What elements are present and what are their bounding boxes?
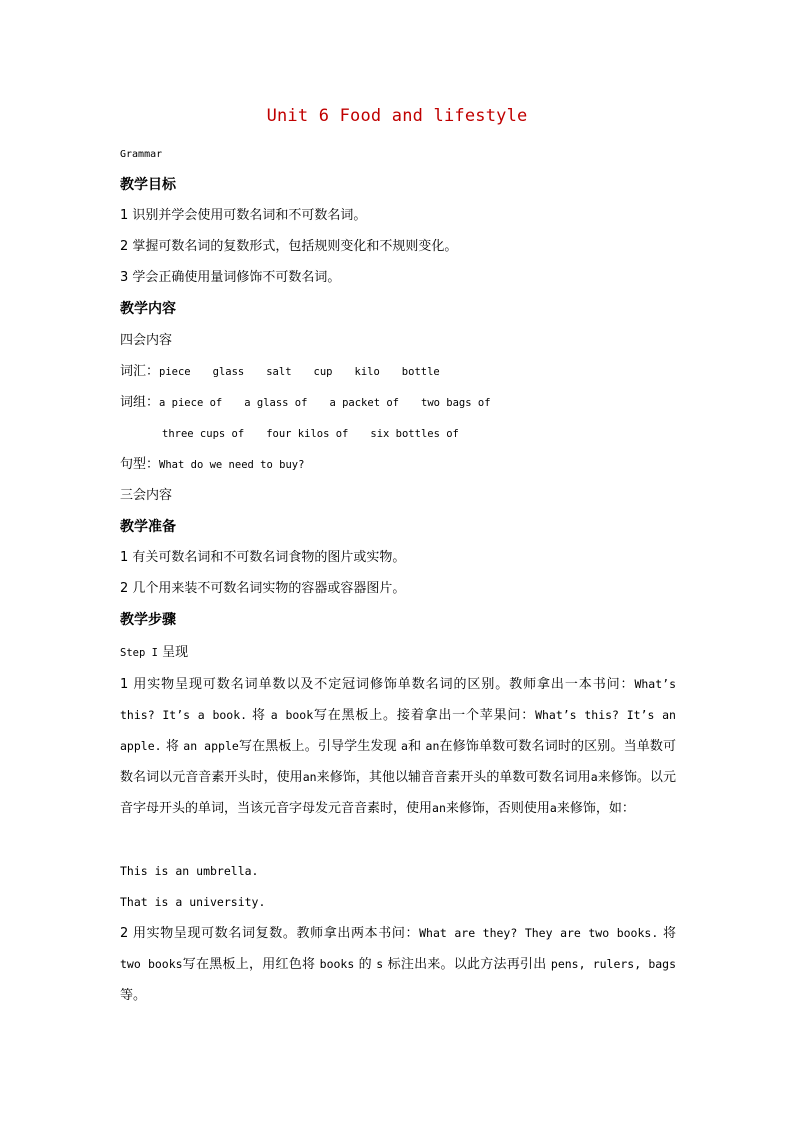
three-skills-label: 三会内容	[120, 488, 173, 503]
para-text: 和	[407, 739, 426, 754]
preparation-heading: 教学准备	[120, 519, 176, 535]
preparation-item: 2 几个用来装不可数名词实物的容器或容器图片。	[120, 581, 406, 596]
para-text: 写在黑板上，用红色将	[182, 957, 320, 972]
para-text: 来修饰。以元音字母开头的单词，当该元音字母发元音音素时，使用	[120, 770, 676, 816]
para-english: What are they? They are two books.	[419, 926, 659, 940]
para-english: a	[549, 801, 557, 815]
para-text: 标注出来。以此方法再引出	[383, 957, 551, 972]
para-text: 来修饰，其他以辅音音素开头的单数可数名词用	[316, 770, 591, 785]
example-sentence: That is a university.	[120, 895, 266, 909]
para-english: an	[432, 801, 446, 815]
phrase-label: 词组：	[120, 395, 160, 410]
preparation-item: 1 有关可数名词和不可数名词食物的图片或实物。	[120, 550, 406, 565]
objective-item: 3 学会正确使用量词修饰不可数名词。	[120, 270, 341, 285]
objective-item: 2 掌握可数名词的复数形式，包括规则变化和不规则变化。	[120, 239, 458, 254]
para-english: two books	[120, 957, 183, 971]
para-text: 将	[658, 926, 677, 941]
steps-heading: 教学步骤	[120, 612, 176, 628]
para-english: What’s this? It’s an apple.	[120, 708, 676, 753]
para-text: 2 用实物呈现可数名词复数。教师拿出两本书问：	[120, 926, 420, 941]
para-text: 在修饰单数可数名词时的区别。当单数可数名词以元音音素开头时，使用	[120, 739, 677, 785]
vocab-label: 词汇：	[120, 364, 160, 379]
phrase: six bottles of	[370, 428, 459, 440]
phrase-line	[120, 395, 491, 411]
step1-title: 呈现	[162, 645, 189, 660]
para-text: 写在黑板上。接着拿出一个苹果问：	[313, 708, 536, 723]
example-sentence: This is an umbrella.	[120, 864, 259, 878]
phrase: a packet of	[329, 397, 399, 409]
phrase: a glass of	[244, 397, 308, 409]
para-text: 的	[354, 957, 377, 972]
sentence-line	[120, 457, 304, 473]
section-label: Grammar	[120, 149, 163, 160]
step1-heading	[120, 645, 188, 661]
vocab-word: piece	[159, 366, 191, 378]
step1-paragraph-1	[120, 669, 676, 824]
objectives-heading: 教学目标	[120, 177, 176, 193]
para-english: books	[319, 957, 355, 971]
step1-paragraph-2	[120, 918, 676, 1011]
para-english: a book	[270, 708, 314, 722]
phrase: two bags of	[421, 397, 491, 409]
para-english: s	[376, 957, 384, 971]
objective-item: 1 识别并学会使用可数名词和不可数名词。	[120, 208, 367, 223]
document-title: Unit 6 Food and lifestyle	[266, 106, 528, 126]
para-text: 将	[161, 739, 184, 754]
phrase: four kilos of	[266, 428, 349, 440]
para-english: a	[401, 739, 408, 753]
para-english: What’s this? It’s a book.	[120, 677, 676, 722]
para-text: 来修饰，否则使用	[445, 801, 550, 816]
para-text: 等。	[120, 988, 147, 1003]
phrase-line-2	[162, 426, 459, 442]
vocab-line	[120, 364, 440, 380]
para-english: an	[302, 770, 317, 784]
phrase: a piece of	[159, 397, 223, 409]
para-english: a	[590, 770, 598, 784]
para-english: an apple	[183, 739, 239, 753]
vocab-word: salt	[266, 366, 292, 378]
four-skills-label: 四会内容	[120, 333, 173, 348]
para-english: an	[425, 739, 440, 753]
para-text: 将	[247, 708, 271, 723]
sentence-label: 句型：	[120, 457, 160, 472]
content-heading: 教学内容	[120, 301, 176, 317]
vocab-word: cup	[313, 366, 333, 378]
vocab-word: kilo	[354, 366, 380, 378]
para-text: 写在黑板上。引导学生发现	[238, 739, 401, 754]
vocab-word: glass	[212, 366, 245, 378]
sentence-pattern: What do we need to buy?	[159, 459, 305, 471]
para-english: pens, rulers, bags	[550, 957, 677, 971]
para-text: 1 用实物呈现可数名词单数以及不定冠词修饰单数名词的区别。教师拿出一本书问：	[120, 677, 635, 692]
vocab-word: bottle	[401, 366, 440, 378]
phrase: three cups of	[162, 428, 245, 440]
para-text: 来修饰，如：	[556, 801, 635, 816]
step1-label: Step I	[120, 647, 158, 659]
